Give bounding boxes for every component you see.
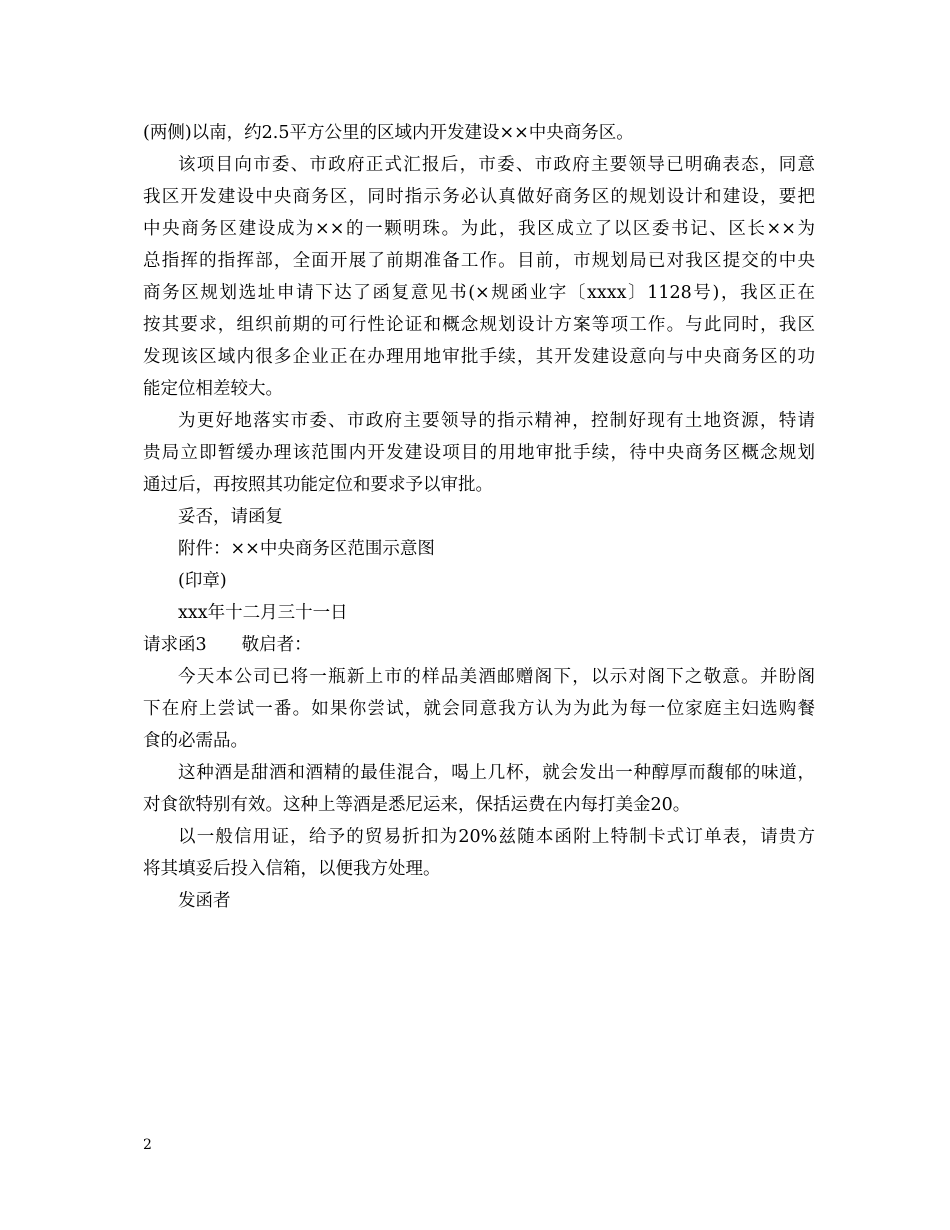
text-line: 发函者	[178, 891, 231, 911]
text-line: 总指挥的指挥部，全面开展了前期准备工作。目前，市规划局已对我区提交的中央	[143, 251, 815, 271]
text-line: 今天本公司已将一瓶新上市的样品美酒邮赠阁下，以示对阁下之敬意。并盼阁	[178, 667, 815, 687]
text-line: 食的必需品。	[143, 731, 248, 751]
text-line: 为更好地落实市委、市政府主要领导的指示精神，控制好现有土地资源，特请	[178, 411, 815, 431]
text-line: 妥否，请函复	[178, 507, 283, 527]
text-line: xxx年十二月三十一日	[178, 603, 348, 623]
text-line: (两侧)以南，约2.5平方公里的区域内开发建设××中央商务区。	[143, 123, 634, 143]
text-line: 商务区规划选址申请下达了函复意见书(×规函业字〔xxxx〕1128号)，我区正在	[143, 283, 815, 303]
text-line: 这种酒是甜酒和酒精的最佳混合，喝上几杯，就会发出一种醇厚而馥郁的味道，	[178, 763, 815, 783]
text-line: 对食欲特别有效。这种上等酒是悉尼运来，保括运费在内每打美金20。	[143, 795, 691, 815]
text-line: 我区开发建设中央商务区，同时指示务必认真做好商务区的规划设计和建设，要把	[143, 187, 815, 207]
text-line: 请求函3 敬启者：	[143, 635, 312, 655]
text-line: 该项目向市委、市政府正式汇报后，市委、市政府主要领导已明确表态，同意	[178, 155, 815, 175]
text-line: 附件：××中央商务区范围示意图	[178, 539, 435, 559]
text-line: 以一般信用证，给予的贸易折扣为20%兹随本函附上特制卡式订单表，请贵方	[178, 827, 815, 847]
text-line: 下在府上尝试一番。如果你尝试，就会同意我方认为为此为每一位家庭主妇选购餐	[143, 699, 815, 719]
text-line: 将其填妥后投入信箱，以便我方处理。	[143, 859, 441, 879]
text-line: 按其要求，组织前期的可行性论证和概念规划设计方案等项工作。与此同时，我区	[143, 315, 815, 335]
text-line: 贵局立即暂缓办理该范围内开发建设项目的用地审批手续，待中央商务区概念规划	[143, 443, 815, 463]
document-body	[143, 117, 815, 917]
text-line: 通过后，再按照其功能定位和要求予以审批。	[143, 475, 493, 495]
page-number: 2	[143, 1137, 152, 1153]
text-line: (印章)	[178, 571, 227, 591]
text-line: 中央商务区建设成为××的一颗明珠。为此，我区成立了以区委书记、区长××为	[143, 219, 815, 239]
text-line: 能定位相差较大。	[143, 379, 283, 399]
text-line: 发现该区域内很多企业正在办理用地审批手续，其开发建设意向与中央商务区的功	[143, 347, 815, 367]
